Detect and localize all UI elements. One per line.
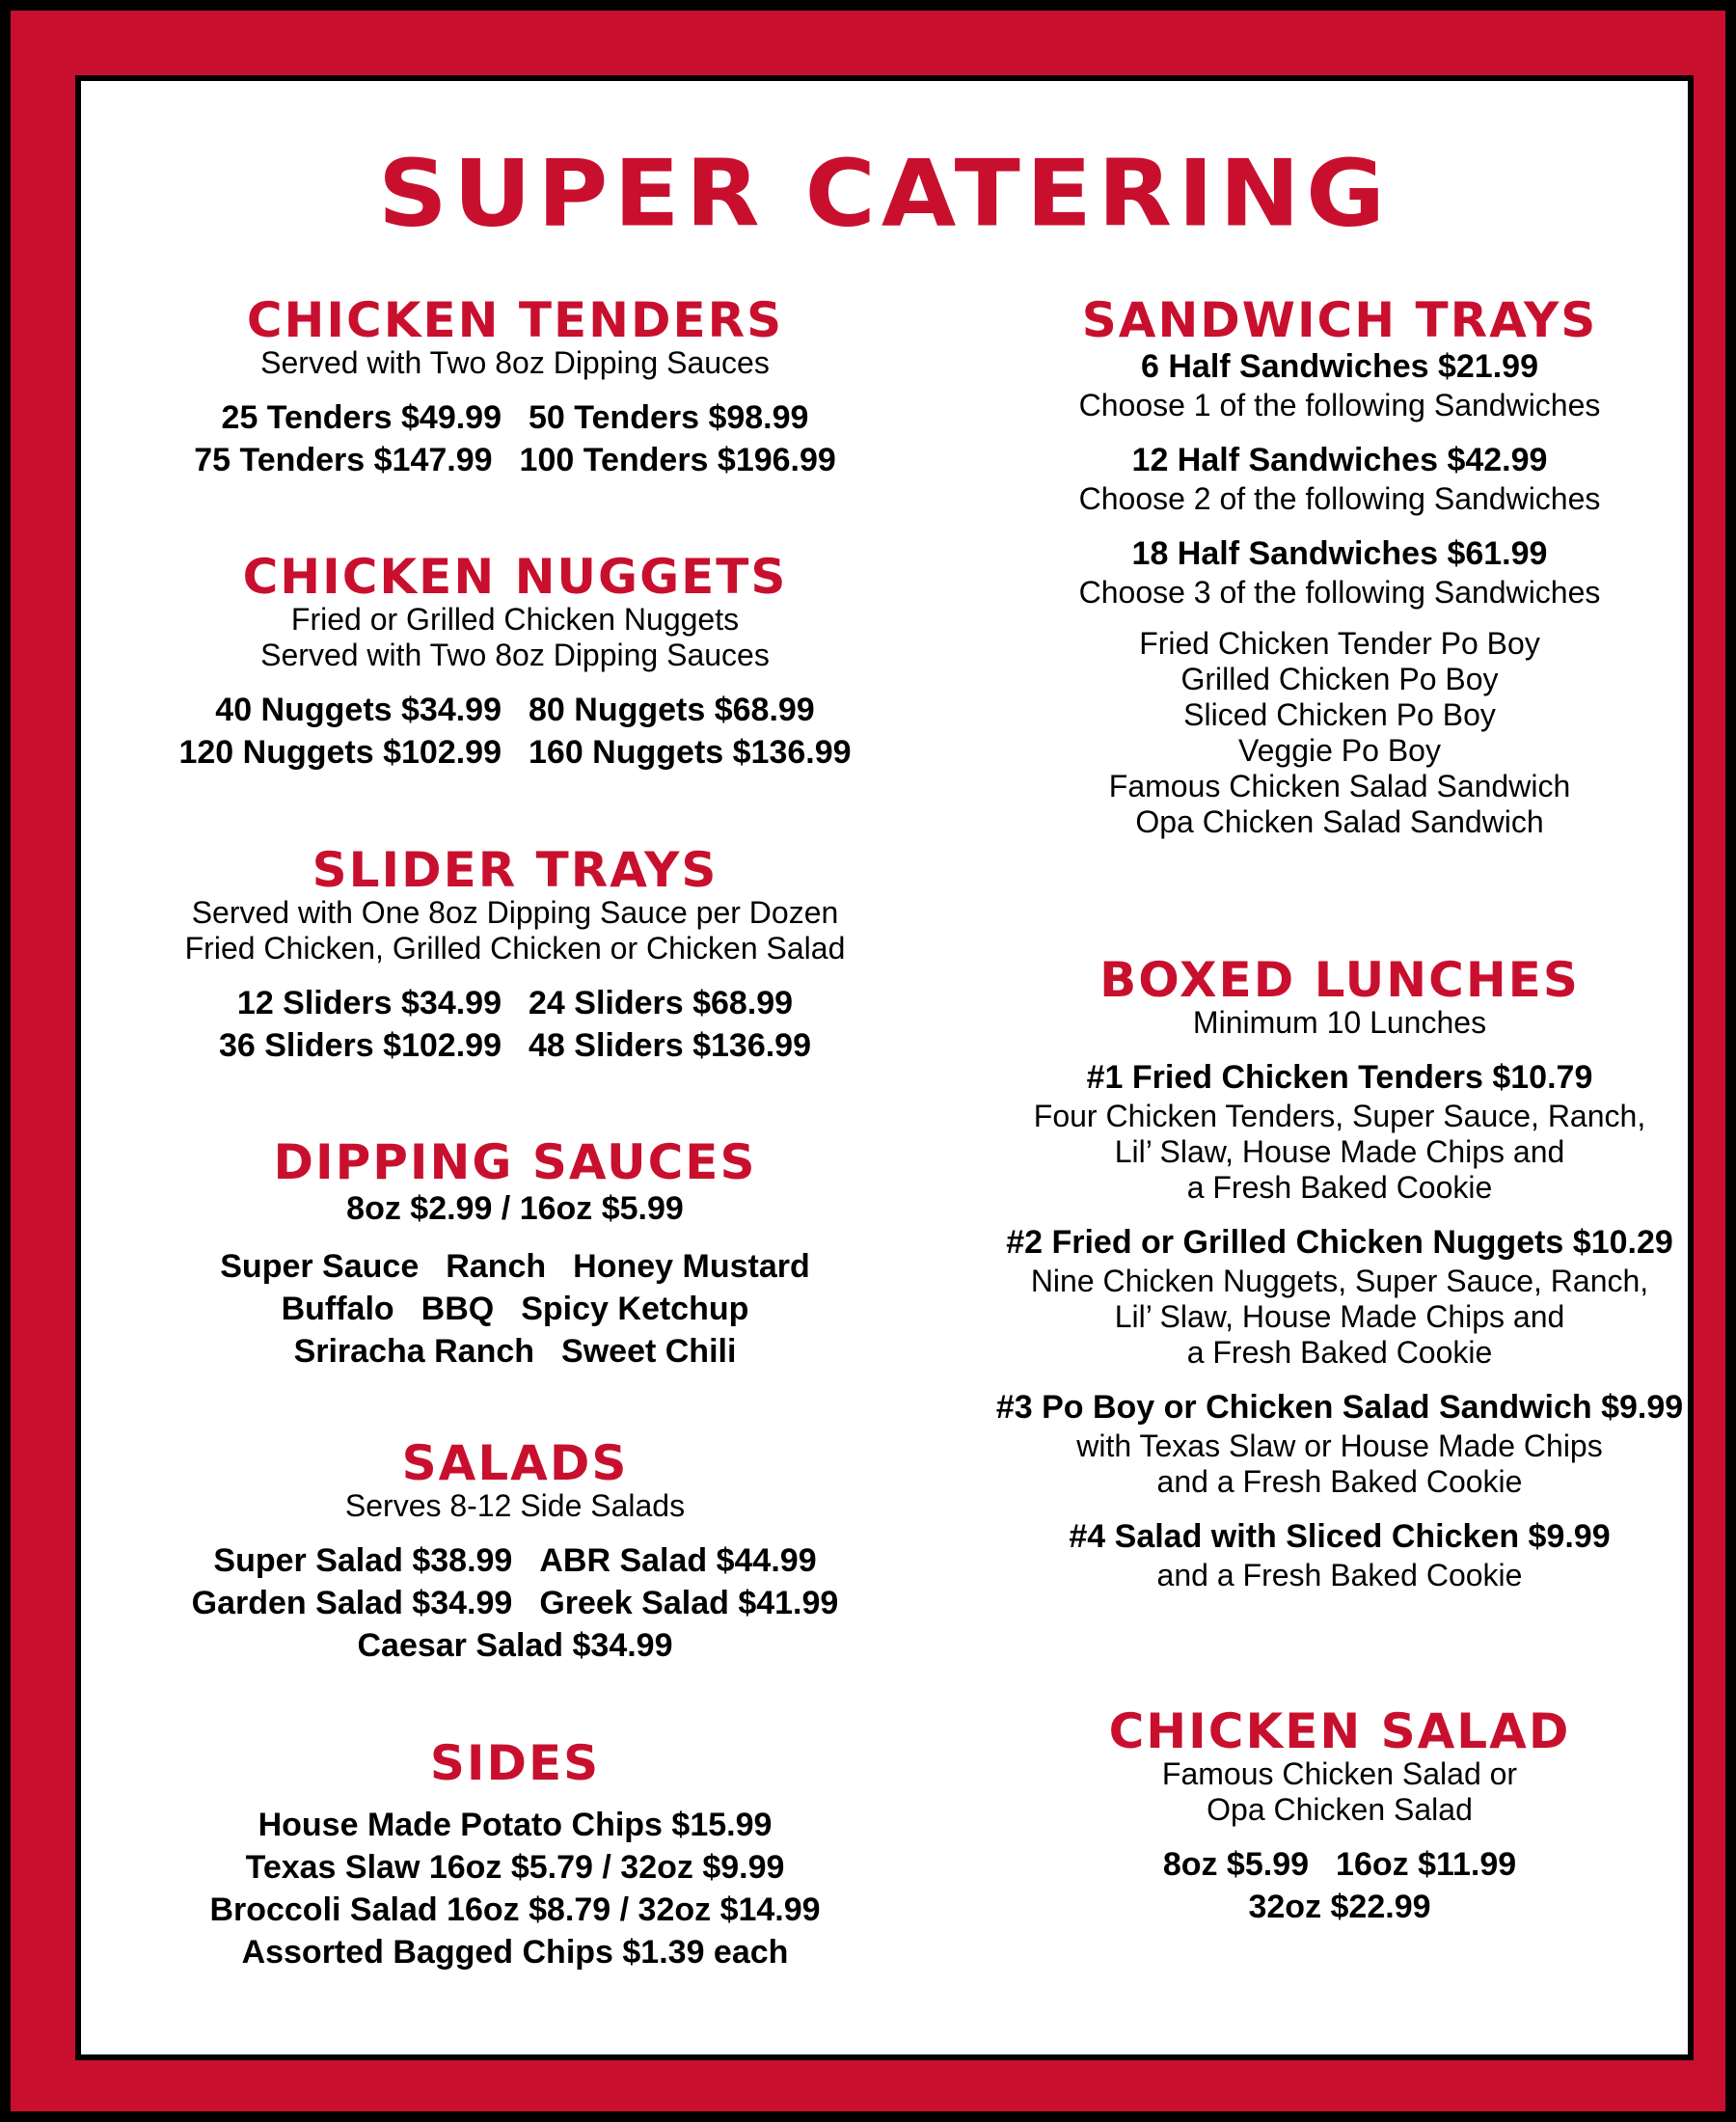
side-item: House Made Potato Chips $15.99 [258,1807,773,1843]
lunch-line: Nine Chicken Nuggets, Super Sauce, Ranch, [1030,1264,1649,1298]
lunch-title: #3 Po Boy or Chicken Salad Sandwich $9.99 [995,1389,1684,1426]
sandwich-option: Famous Chicken Salad Sandwich [1108,769,1571,803]
price-item: 16oz $11.99 [1336,1846,1517,1883]
section-heading: SLIDER TRAYS [312,842,719,898]
section-slider-trays [81,842,949,1067]
menu-panel [75,75,1694,2060]
lunch-line: and a Fresh Baked Cookie [1156,1464,1523,1499]
tray-price: 6 Half Sandwiches $21.99 [1141,348,1538,385]
price-row [81,1024,949,1067]
section-subtitle: 8oz $2.99 / 16oz $5.99 [346,1190,684,1227]
price-row [949,1843,1730,1886]
price-item: Garden Salad $34.99 [191,1585,513,1621]
price-item: 40 Nuggets $34.99 [215,692,502,728]
sauce-item: Super Sauce [220,1248,420,1285]
sauce-row [81,1245,949,1288]
sauce-item: Ranch [446,1248,547,1285]
section-heading: BOXED LUNCHES [1099,952,1580,1008]
sandwich-option: Sliced Chicken Po Boy [1183,697,1496,732]
price-row [81,1539,949,1582]
section-subtitle: Opa Chicken Salad [1207,1792,1473,1827]
price-item: 80 Nuggets $68.99 [529,692,815,728]
price-item: 75 Tenders $147.99 [194,442,493,478]
tray-note: Choose 3 of the following Sandwiches [1078,575,1601,610]
price-row [81,982,949,1024]
price-row [81,1582,949,1624]
tray-note: Choose 2 of the following Sandwiches [1078,481,1601,516]
section-heading: CHICKEN NUGGETS [242,549,788,605]
price-item: 50 Tenders $98.99 [529,399,809,436]
lunch-title: #4 Salad with Sliced Chicken $9.99 [1069,1518,1611,1555]
section-sides [81,1735,949,1973]
price-row [81,396,949,439]
section-heading: CHICKEN SALAD [1108,1703,1571,1759]
price-item: 48 Sliders $136.99 [529,1027,812,1064]
tray-price: 18 Half Sandwiches $61.99 [1131,535,1548,572]
menu-frame [11,11,1725,2111]
price-item: 12 Sliders $34.99 [236,985,502,1021]
sauce-item: Sweet Chili [561,1333,737,1370]
section-dipping-sauces [81,1134,949,1373]
price-row [81,731,949,774]
section-subtitle: Famous Chicken Salad or [1161,1756,1518,1791]
tray-price: 12 Half Sandwiches $42.99 [1131,442,1548,478]
price-item: Caesar Salad $34.99 [357,1627,673,1664]
lunch-line: with Texas Slaw or House Made Chips [1076,1428,1603,1463]
lunch-title: #1 Fried Chicken Tenders $10.79 [1086,1059,1593,1096]
sauce-item: BBQ [420,1291,495,1327]
lunch-line: Lil’ Slaw, House Made Chips and [1114,1299,1565,1334]
price-item: 24 Sliders $68.99 [529,985,794,1021]
side-item: Texas Slaw 16oz $5.79 / 32oz $9.99 [245,1849,785,1886]
sauce-row [81,1330,949,1373]
section-heading: SIDES [429,1735,601,1791]
tray-note: Choose 1 of the following Sandwiches [1078,388,1601,422]
sandwich-option: Fried Chicken Tender Po Boy [1139,626,1540,661]
sandwich-option: Opa Chicken Salad Sandwich [1135,804,1544,839]
price-item: 100 Tenders $196.99 [519,442,836,478]
sauce-item: Sriracha Ranch [293,1333,535,1370]
section-subtitle: Serves 8-12 Side Salads [344,1488,686,1523]
price-item: 8oz $5.99 [1162,1846,1310,1883]
section-chicken-salad [949,1703,1730,1928]
price-item: 25 Tenders $49.99 [221,399,502,436]
price-item: 160 Nuggets $136.99 [529,734,852,771]
price-item: 120 Nuggets $102.99 [178,734,502,771]
sauce-item: Spicy Ketchup [521,1291,749,1327]
lunch-line: Four Chicken Tenders, Super Sauce, Ranch, [1033,1099,1646,1133]
lunch-line: a Fresh Baked Cookie [1186,1170,1493,1205]
lunch-title: #2 Fried or Grilled Chicken Nuggets $10.29 [1006,1224,1673,1261]
section-heading: SANDWICH TRAYS [1081,292,1598,348]
section-subtitle: Served with One 8oz Dipping Sauce per Dozen [191,895,839,930]
side-item: Broccoli Salad 16oz $8.79 / 32oz $14.99 [209,1891,821,1928]
section-chicken-tenders [81,292,949,481]
section-subtitle: Minimum 10 Lunches [1192,1005,1487,1040]
section-sandwich-trays [949,292,1730,840]
section-heading: DIPPING SAUCES [273,1134,757,1190]
sauce-item: Buffalo [281,1291,394,1327]
sandwich-option: Veggie Po Boy [1238,733,1441,768]
sauce-row [81,1288,949,1330]
lunch-line: and a Fresh Baked Cookie [1156,1558,1523,1592]
price-item: Greek Salad $41.99 [539,1585,839,1621]
price-item: 36 Sliders $102.99 [218,1027,502,1064]
sandwich-option: Grilled Chicken Po Boy [1180,662,1499,696]
section-boxed-lunches [949,952,1730,1593]
lunch-line: a Fresh Baked Cookie [1186,1335,1493,1370]
section-heading: CHICKEN TENDERS [246,292,784,348]
menu-title: SUPER CATERING [377,139,1392,248]
section-subtitle: Fried Chicken, Grilled Chicken or Chicken Salad [184,931,846,966]
lunch-line: Lil’ Slaw, House Made Chips and [1114,1134,1565,1169]
price-item: 32oz $22.99 [1248,1889,1431,1925]
section-subtitle: Served with Two 8oz Dipping Sauces [260,345,770,380]
price-item: Super Salad $38.99 [213,1542,513,1579]
side-item: Assorted Bagged Chips $1.39 each [241,1934,789,1971]
price-row [81,689,949,731]
section-salads [81,1435,949,1667]
price-row [81,439,949,481]
section-heading: SALADS [401,1435,629,1491]
price-item: ABR Salad $44.99 [539,1542,817,1579]
sauce-item: Honey Mustard [573,1248,810,1285]
section-subtitle: Served with Two 8oz Dipping Sauces [260,638,770,672]
section-subtitle: Fried or Grilled Chicken Nuggets [290,602,740,637]
section-chicken-nuggets [81,549,949,774]
